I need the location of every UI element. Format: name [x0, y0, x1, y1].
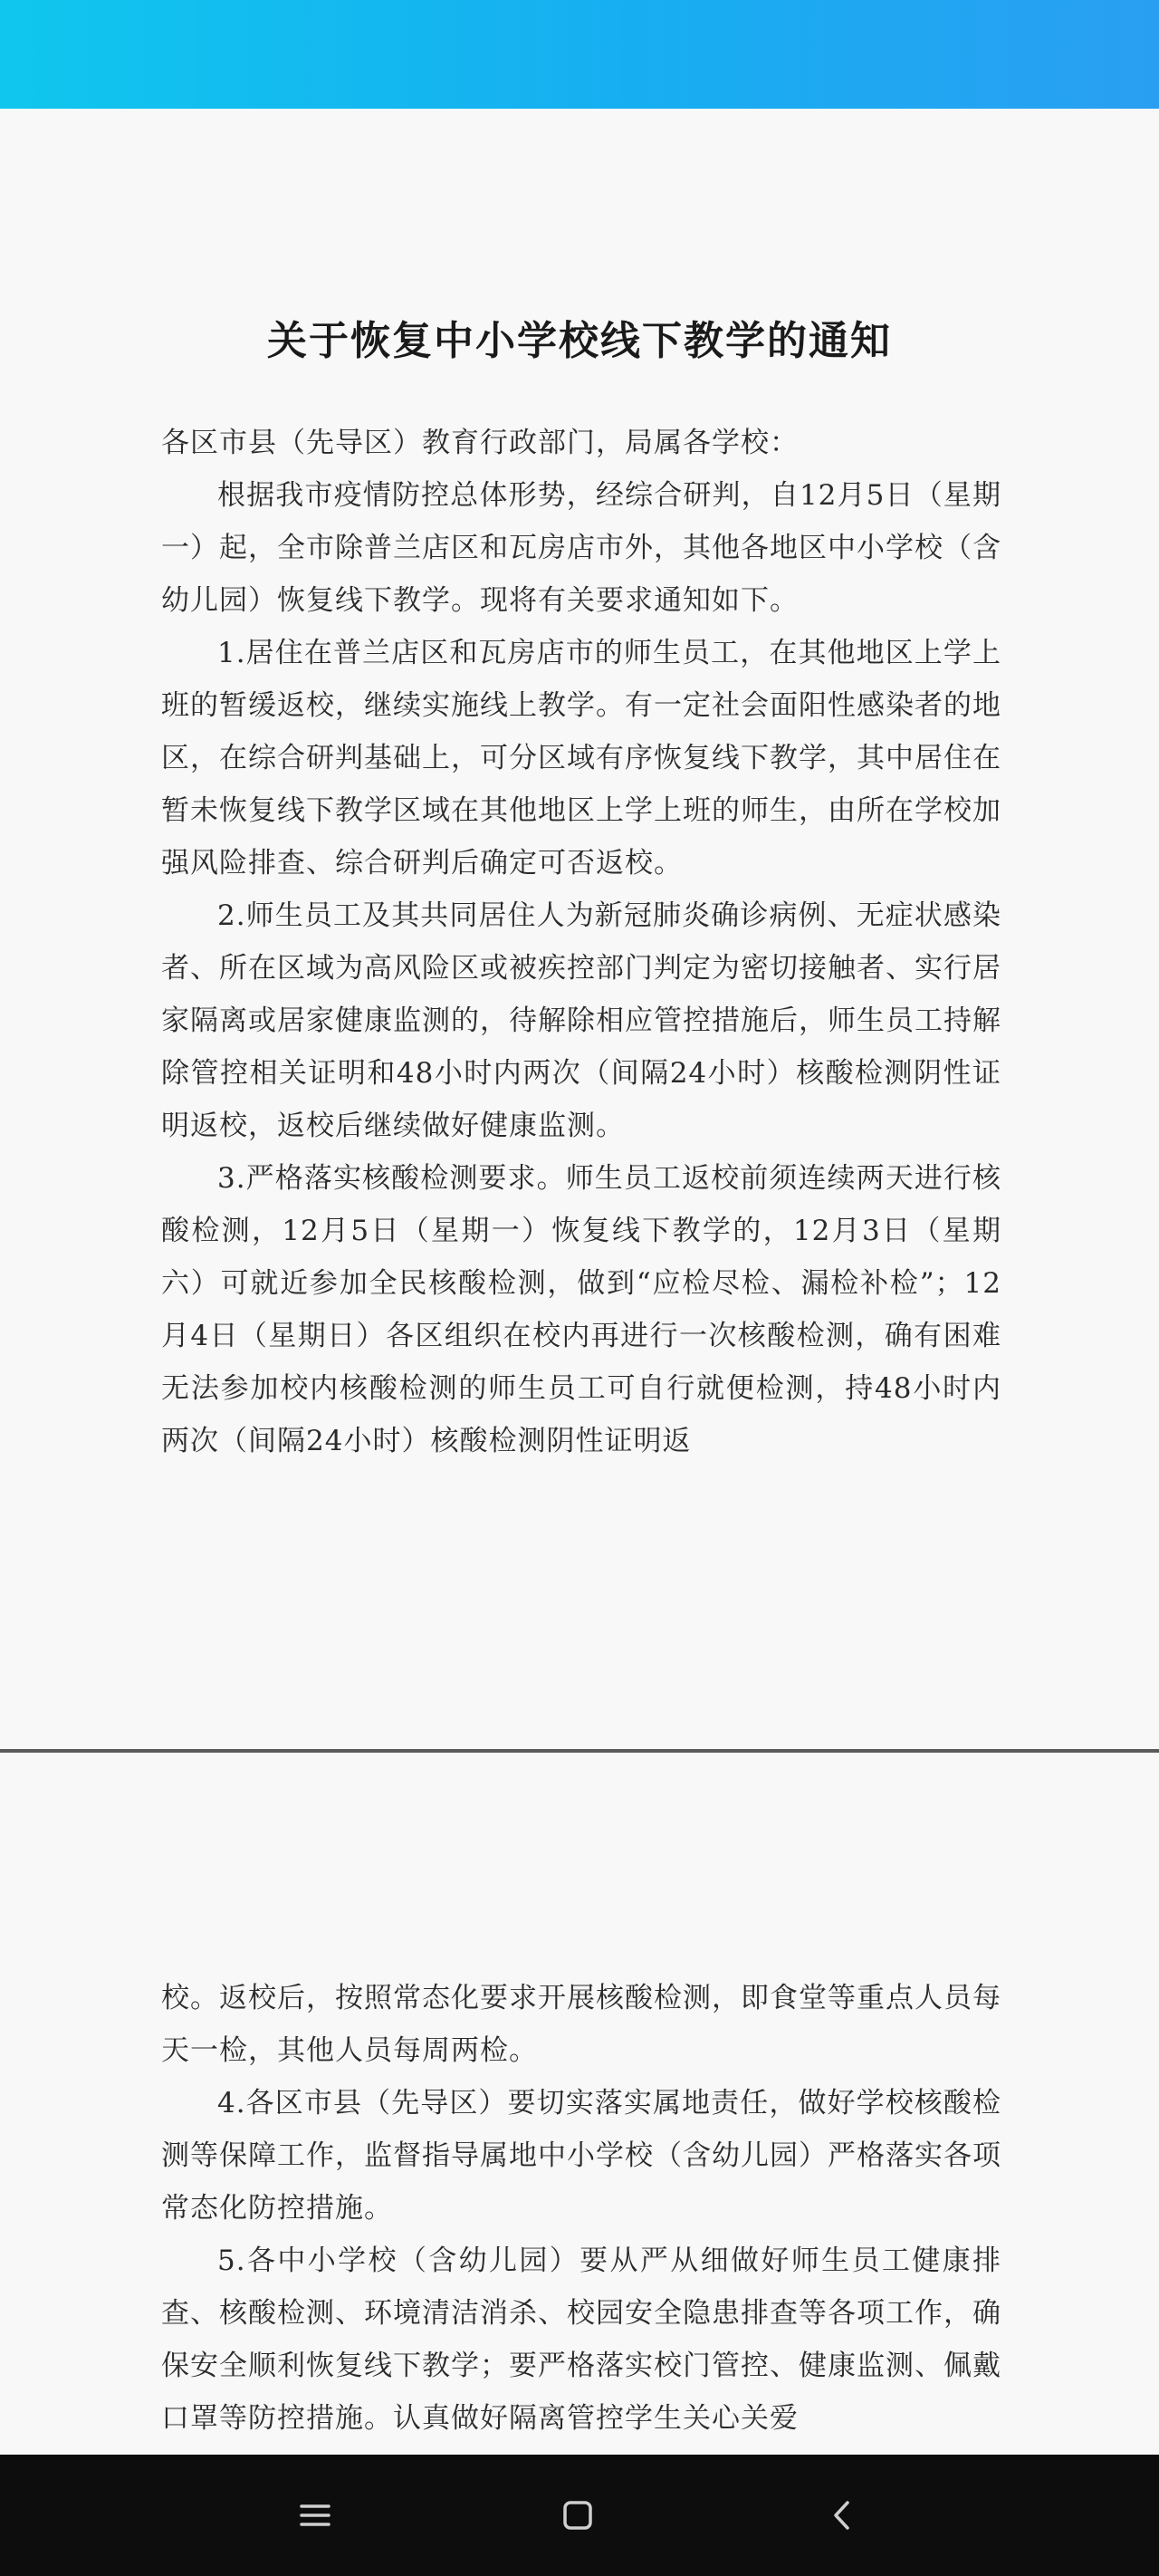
document-page-2: [0, 1753, 1159, 2455]
system-navigation-bar: [0, 2455, 1159, 2576]
document-title: 关于恢复中小学校线下教学的通知: [267, 318, 892, 364]
menu-icon: [283, 2484, 347, 2547]
salutation: 各区市县（先导区）教育行政部门，局属各学校：: [161, 427, 799, 459]
page1-body: [161, 417, 1001, 1467]
paragraph-intro: 根据我市疫情防控总体形势，经综合研判，自12月5日（星期一）起，全市除普兰店区和瓦房店市外，其他各地区中小学校（含幼儿园）恢复线下教学。现将有关要求通知如下。: [161, 479, 1001, 617]
back-button[interactable]: [810, 2484, 874, 2547]
paragraph-item-2: 2.师生员工及其共同居住人为新冠肺炎确诊病例、无症状感染者、所在区域为高风险区或被疾控部门判定为密切接触者、实行居家隔离或居家健康监测的，待解除相应管控措施后，师生员工持解除管控相关证明和48小时内两次（间隔24小时）核酸检测阴性证明返校，返校后继续做好健康监测。: [161, 899, 1001, 1142]
page2-body: [161, 1972, 1001, 2445]
app-top-bar: [0, 0, 1159, 109]
home-button[interactable]: [546, 2484, 609, 2547]
paragraph-item-1: 1.居住在普兰店区和瓦房店市的师生员工，在其他地区上学上班的暂缓返校，继续实施线上教学。有一定社会面阳性感染者的地区，在综合研判基础上，可分区域有序恢复线下教学，其中居住在暂未恢复线下教学区域在其他地区上学上班的师生，由所在学校加强风险排查、综合研判后确定可否返校。: [161, 637, 1001, 879]
paragraph-item-4: 4.各区市县（先导区）要切实落实属地责任，做好学校核酸检测等保障工作，监督指导属地中小学校（含幼儿园）严格落实各项常态化防控措施。: [161, 2087, 1001, 2225]
back-chevron-icon: [810, 2484, 874, 2547]
paragraph-item-5: 5.各中小学校（含幼儿园）要从严从细做好师生员工健康排查、核酸检测、环境清洁消杀、校园安全隐患排查等各项工作，确保安全顺利恢复线下教学；要严格落实校门管控、健康监测、佩戴口罩等防控措施。认真做好隔离管控学生关心关爱: [161, 2244, 1001, 2435]
home-square-icon: [546, 2484, 609, 2547]
paragraph-item-3-continued: 校。返校后，按照常态化要求开展核酸检测，即食堂等重点人员每天一检，其他人员每周两检。: [161, 1982, 1001, 2067]
menu-button[interactable]: [283, 2484, 347, 2547]
document-page-1: [0, 109, 1159, 1749]
paragraph-item-3: 3.严格落实核酸检测要求。师生员工返校前须连续两天进行核酸检测，12月5日（星期一）恢复线下教学的，12月3日（星期六）可就近参加全民核酸检测，做到“应检尽检、漏检补检”；12月4日（星期日）各区组织在校内再进行一次核酸检测，确有困难无法参加校内核酸检测的师生员工可自行就便检测，持48小时内两次（间隔24小时）核酸检测阴性证明返: [161, 1162, 1001, 1457]
